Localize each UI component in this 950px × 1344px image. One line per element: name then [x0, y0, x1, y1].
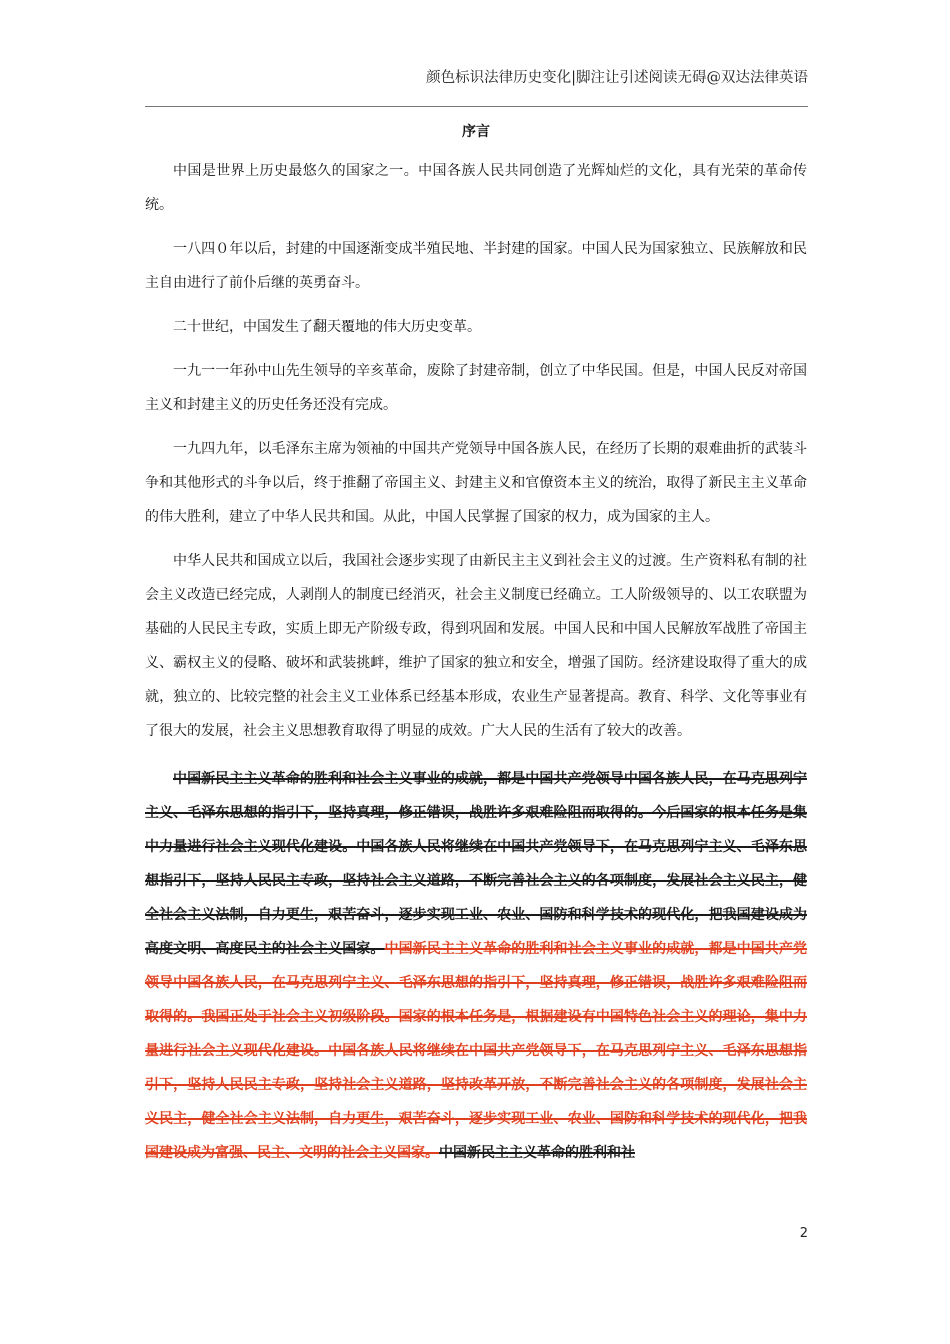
section-title: 序言 — [462, 124, 490, 140]
deleted-text-black: 中国新民主主义革命的胜利和社会主义事业的成就，都是中国共产党领导中国各族人民，在马克思列宁主义、毛泽东思想的指引下，坚持真理，修正错误，战胜许多艰难险阻而取得的。今后国家的根本任务是集中力量进行社会主义现代化建设。中国各族人民将继续在中国共产党领导下，在马克思列宁主义、毛泽东思想指引下，坚持人民民主专政，坚持社会主义道路，不断完善社会主义的各项制度，发展社会主义民主，健全社会主义法制，自力更生，艰苦奋斗，逐步实现工业、农业、国防和科学技术的现代化，把我国建设成为高度文明、高度民主的社会主义国家。 — [145, 771, 807, 957]
document-body — [145, 120, 807, 1170]
header-divider — [145, 106, 808, 107]
paragraph: 二十世纪，中国发生了翻天覆地的伟大历史变革。 — [173, 319, 481, 335]
paragraph: 中华人民共和国成立以后，我国社会逐步实现了由新民主主义到社会主义的过渡。生产资料私有制的社会主义改造已经完成，人剥削人的制度已经消灭，社会主义制度已经确立。工人阶级领导的、以工农联盟为基础的人民民主专政，实质上即无产阶级专政，得到巩固和发展。中国人民和中国人民解放军战胜了帝国主义、霸权主义的侵略、破坏和武装挑衅，维护了国家的独立和安全，增强了国防。经济建设取得了重大的成就，独立的、比较完整的社会主义工业体系已经基本形成，农业生产显著提高。教育、科学、文化等事业有了很大的发展，社会主义思想教育取得了明显的成效。广大人民的生活有了较大的改善。 — [145, 553, 807, 739]
paragraph: 一九一一年孙中山先生领导的辛亥革命，废除了封建帝制，创立了中华民国。但是，中国人民反对帝国主义和封建主义的历史任务还没有完成。 — [145, 363, 807, 413]
paragraph: 中国是世界上历史最悠久的国家之一。中国各族人民共同创造了光辉灿烂的文化，具有光荣的革命传统。 — [145, 163, 807, 213]
paragraph: 一八四０年以后，封建的中国逐渐变成半殖民地、半封建的国家。中国人民为国家独立、民族解放和民主自由进行了前仆后继的英勇奋斗。 — [145, 241, 807, 291]
amended-paragraph — [145, 762, 807, 1170]
paragraph: 一九四九年，以毛泽东主席为领袖的中国共产党领导中国各族人民，在经历了长期的艰难曲折的武装斗争和其他形式的斗争以后，终于推翻了帝国主义、封建主义和官僚资本主义的统治，取得了新民主主义革命的伟大胜利，建立了中华人民共和国。从此，中国人民掌握了国家的权力，成为国家的主人。 — [145, 441, 807, 525]
deleted-text-red: 中国新民主主义革命的胜利和社会主义事业的成就，都是中国共产党领导中国各族人民，在马克思列宁主义、毛泽东思想的指引下，坚持真理，修正错误，战胜许多艰难险阻而取得的。我国正处于社会主义初级阶段。国家的根本任务是，根据建设有中国特色社会主义的理论，集中力量进行社会主义现代化建设。中国各族人民将继续在中国共产党领导下，在马克思列宁主义、毛泽东思想指引下，坚持人民民主专政，坚持社会主义道路，坚持改革开放，不断完善社会主义的各项制度，发展社会主义民主，健全社会主义法制，自力更生，艰苦奋斗，逐步实现工业、农业、国防和科学技术的现代化，把我国建设成为富强、民主、文明的社会主义国家。 — [145, 941, 808, 1161]
page-header: 颜色标识法律历史变化|脚注让引述阅读无碍@双达法律英语 — [426, 70, 808, 86]
page-number: 2 — [799, 1226, 808, 1241]
deleted-text-black-continuation: 中国新民主主义革命的胜利和社 — [439, 1145, 635, 1161]
